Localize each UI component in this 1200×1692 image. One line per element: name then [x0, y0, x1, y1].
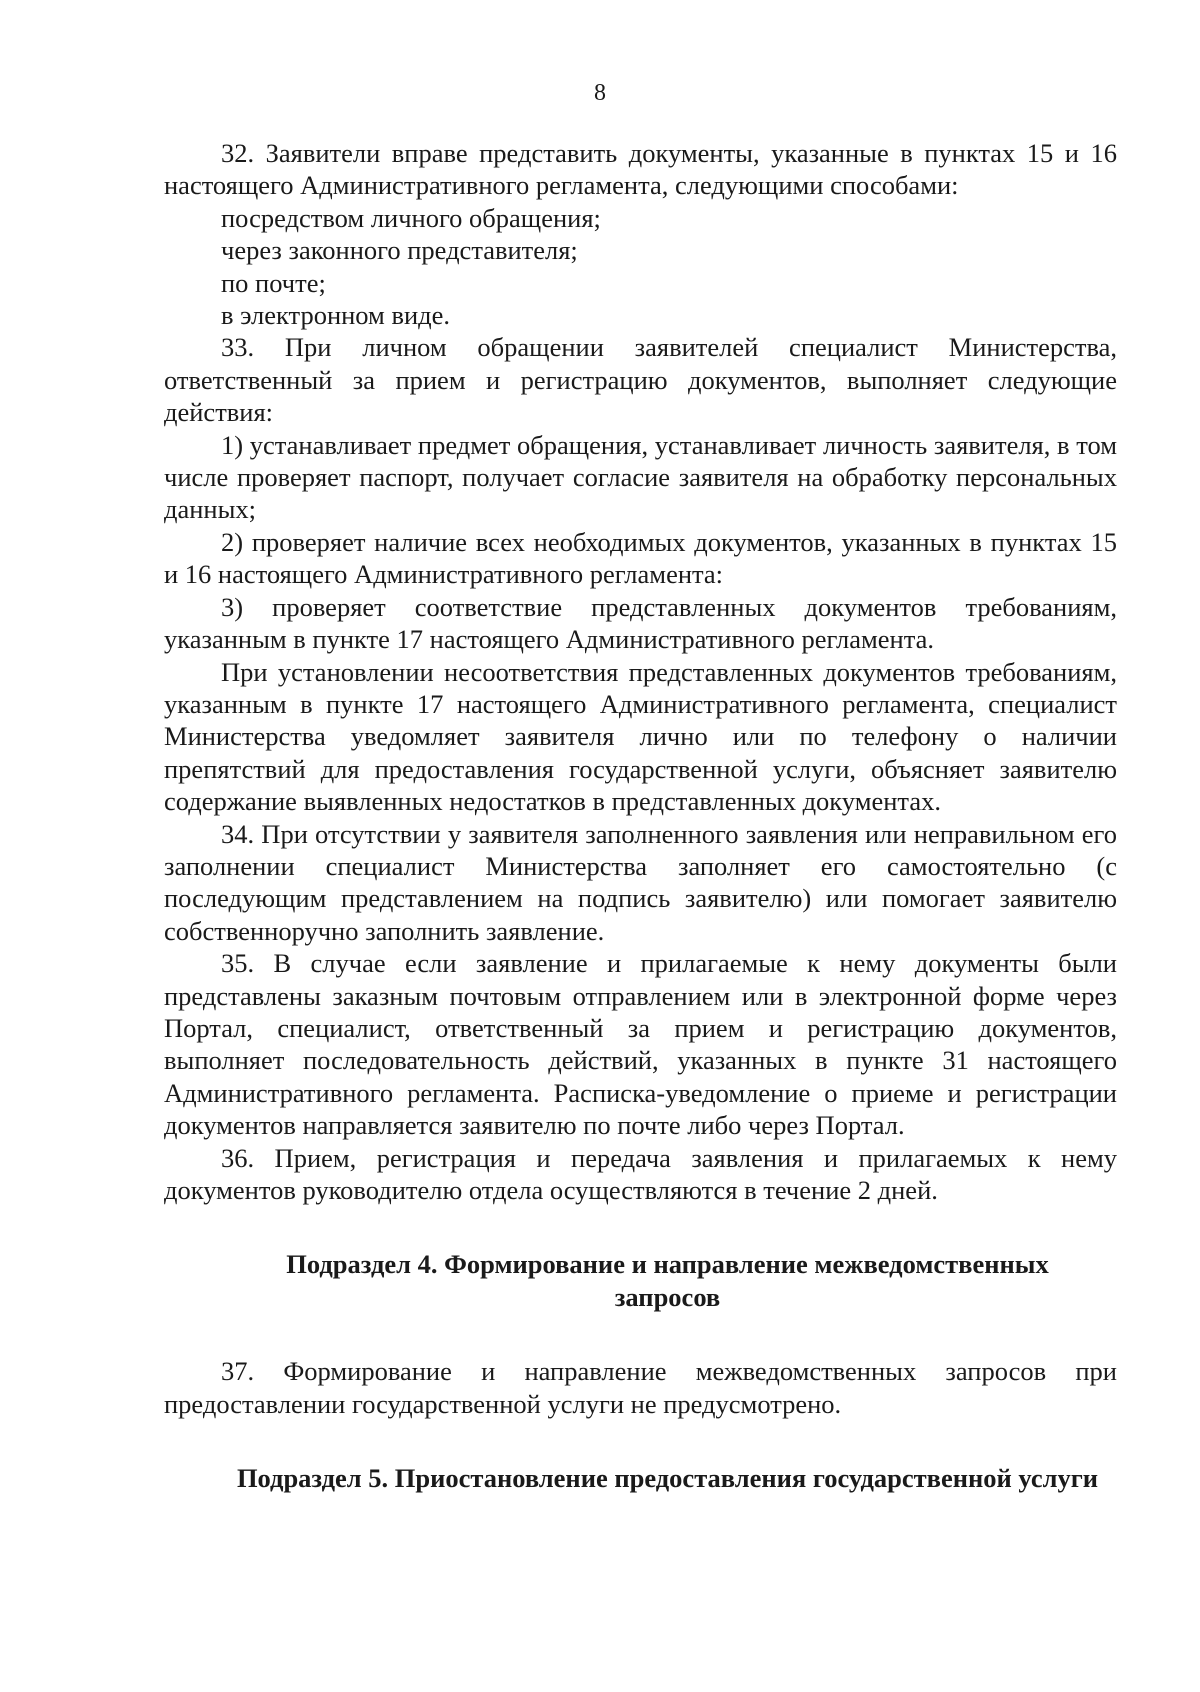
list-item-representative: через законного представителя;: [221, 235, 578, 266]
list-item-electronic: в электронном виде.: [221, 300, 451, 331]
paragraph-33: 33. При личном обращении заявителей специалист Министерства, ответственный за прием и регистрацию документов, выполняет следующие действия:: [164, 332, 1117, 428]
paragraph-33-item-2: 2) проверяет наличие всех необходимых документов, указанных в пунктах 15 и 16 настоящего Административного регламента:: [164, 526, 1117, 590]
list-item-mail: по почте;: [221, 267, 326, 298]
paragraph-34: 34. При отсутствии у заявителя заполненного заявления или неправильном его заполнении специалист Министерства заполняет его самостоятельно (с последующим представлением на подпись заявителю) или помогает заявителю собственноручно заполнить заявление.: [164, 818, 1117, 946]
spacer: [164, 1313, 1117, 1355]
paragraph-33-nonconformity: При установлении несоответствия представленных документов требованиям, указанным в пункте 17 настоящего Административного регламента, специалист Министерства уведомляет заявителя лично или по телефону о наличии препятствий для предоставления государственной услуги, объясняет заявителю содержание выявленных недостатков в представленных документах.: [164, 656, 1117, 817]
list-item-personal: посредством личного обращения;: [221, 202, 601, 233]
heading-subsection-4: Подраздел 4. Формирование и направление межведомственных запросов: [286, 1249, 1049, 1312]
page-number: 8: [594, 80, 606, 106]
spacer: [164, 1206, 1117, 1248]
paragraph-33-item-3: 3) проверяет соответствие представленных документов требованиям, указанным в пункте 17 настоящего Административного регламента.: [164, 591, 1117, 655]
paragraph-32: 32. Заявители вправе представить документы, указанные в пунктах 15 и 16 настоящего Административного регламента, следующими способами:: [164, 138, 1117, 201]
paragraph-35: 35. В случае если заявление и прилагаемые к нему документы были представлены заказным почтовым отправлением или в электронной форме через Портал, специалист, ответственный за прием и регистрацию документов, выполняет последовательность действий, указанных в пункте 31 настоящего Административного регламента. Расписка-уведомление о приеме и регистрации документов направляется заявителю по почте либо через Портал.: [164, 948, 1117, 1141]
paragraph-33-item-1: 1) устанавливает предмет обращения, устанавливает личность заявителя, в том числе проверяет паспорт, получает согласие заявителя на обработку персональных данных;: [164, 429, 1117, 525]
paragraph-36: 36. Прием, регистрация и передача заявления и прилагаемых к нему документов руководителю отдела осуществляются в течение 2 дней.: [164, 1142, 1117, 1205]
spacer: [164, 1420, 1117, 1462]
paragraph-37: 37. Формирование и направление межведомственных запросов при предоставлении государственной услуги не предусмотрено.: [164, 1356, 1117, 1419]
document-body: [164, 137, 1117, 1494]
heading-subsection-5: Подраздел 5. Приостановление предоставления государственной услуги: [236, 1463, 1099, 1494]
